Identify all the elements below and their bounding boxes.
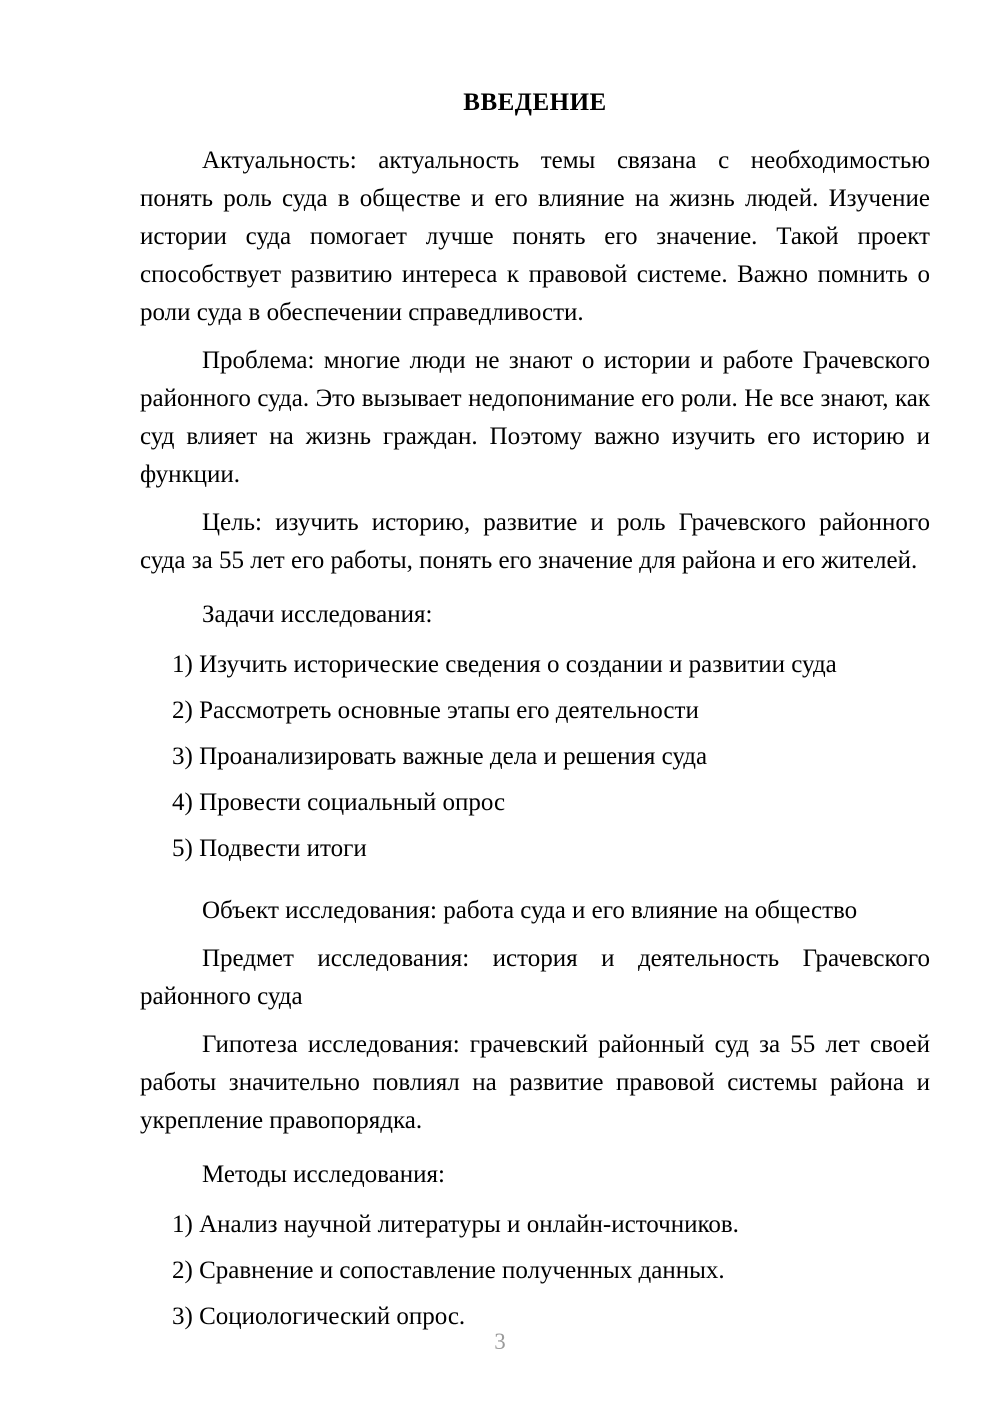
spacer — [140, 880, 930, 892]
list-item: 2) Рассмотреть основные этапы его деятельности — [172, 696, 699, 724]
tasks-heading: Задачи исследования: — [202, 600, 433, 628]
document-body — [140, 86, 930, 1348]
list-item: 3) Проанализировать важные дела и решения суда — [172, 742, 708, 770]
list-item: 3) Социологический опрос. — [172, 1302, 466, 1330]
paragraph-object: Объект исследования: работа суда и его влияние на общество — [202, 896, 858, 924]
methods-heading: Методы исследования: — [202, 1160, 445, 1188]
paragraph-subject: Предмет исследования: история и деятельность Грачевского районного суда — [140, 944, 930, 1010]
list-item: 1) Анализ научной литературы и онлайн-источников. — [172, 1210, 739, 1238]
paragraph-hypothesis: Гипотеза исследования: грачевский районный суд за 55 лет своей работы значительно повлиял на развитие правовой системы района и укрепление правопорядка. — [140, 1030, 930, 1134]
page-title: ВВЕДЕНИЕ — [463, 89, 607, 116]
paragraph-problem: Проблема: многие люди не знают о истории и работе Грачевского районного суда. Это вызывает недопонимание его роли. Не все знают, как суд влияет на жизнь граждан. Поэтому важно изучить его историю и функции. — [140, 346, 930, 488]
tasks-list — [140, 646, 930, 868]
list-item: 5) Подвести итоги — [172, 834, 367, 862]
paragraph-goal: Цель: изучить историю, развитие и роль Грачевского районного суда за 55 лет его работы, понять его значение для района и его жителей. — [140, 508, 930, 574]
list-item: 4) Провести социальный опрос — [172, 788, 506, 816]
methods-list — [140, 1206, 930, 1336]
list-item: 2) Сравнение и сопоставление полученных данных. — [172, 1256, 725, 1284]
list-item: 1) Изучить исторические сведения о создании и развитии суда — [172, 650, 837, 678]
paragraph-relevance: Актуальность: актуальность темы связана с необходимостью понять роль суда в обществе и его влияние на жизнь людей. Изучение истории суда помогает лучше понять его значение. Такой проект способствует развитию интереса к правовой системе. Важно помнить о роли суда в обеспечении справедливости. — [140, 146, 930, 326]
page-number: 3 — [494, 1329, 506, 1354]
